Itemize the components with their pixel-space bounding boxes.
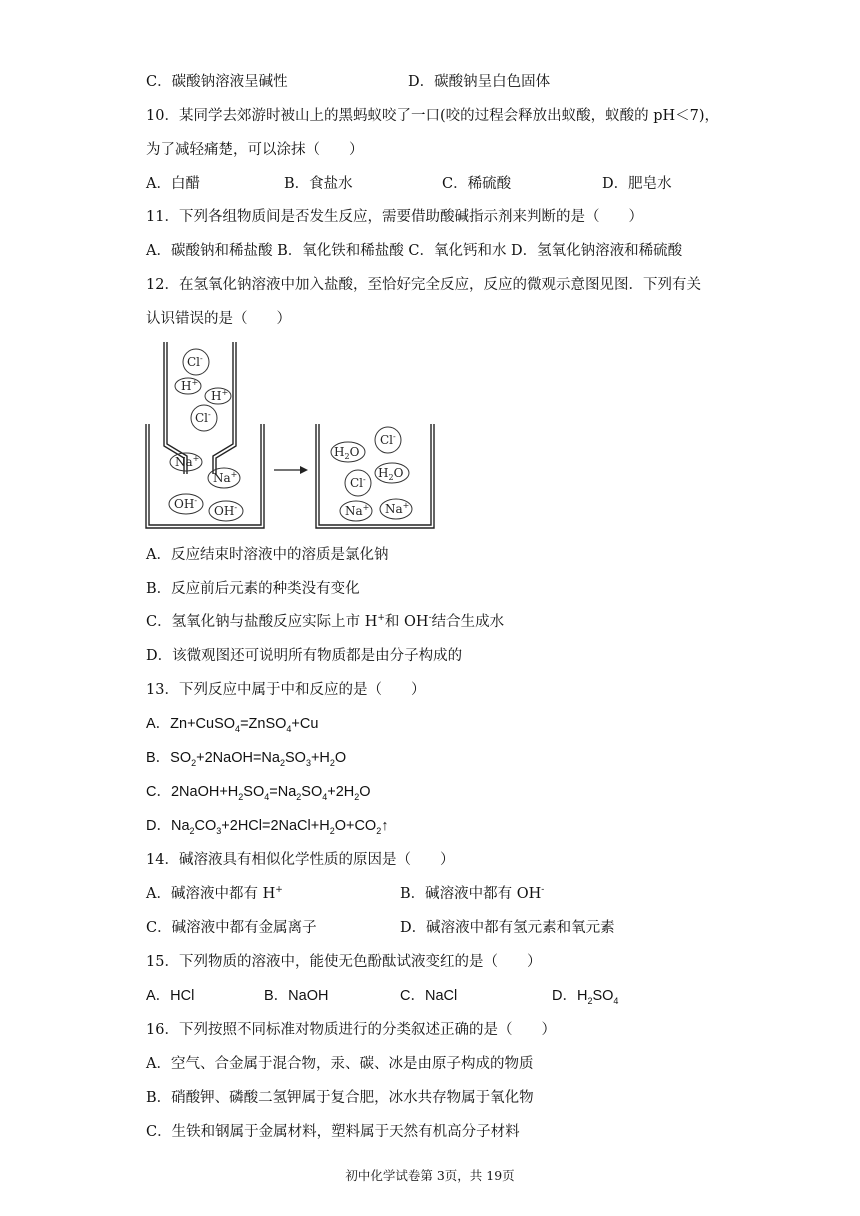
q10-stem-line1: 10．某同学去郊游时被山上的黑蚂蚁咬了一口(咬的过程会释放出蚁酸，蚁酸的 pH＜7)， bbox=[146, 108, 720, 124]
svg-text:Cl-: Cl- bbox=[380, 432, 396, 447]
q15-option-b: B．NaOH bbox=[264, 988, 329, 1004]
q12-option-d: D．该微观图还可说明所有物质都是由分子构成的 bbox=[146, 648, 463, 664]
q16-option-c: C．生铁和钢属于金属材料，塑料属于天然有机高分子材料 bbox=[146, 1124, 520, 1140]
svg-text:Cl-: Cl- bbox=[187, 354, 203, 369]
q14-option-a-text: A．碱溶液中都有 H bbox=[146, 886, 276, 902]
svg-text:H+: H+ bbox=[181, 378, 199, 393]
q11-options: A．碳酸钠和稀盐酸 B．氧化铁和稀盐酸 C．氧化钙和水 D．氢氧化钠溶液和稀硫酸 bbox=[146, 243, 683, 259]
q12-stem-line1: 12．在氢氧化钠溶液中加入盐酸，至恰好完全反应，反应的微观示意图见图．下列有关 bbox=[146, 277, 701, 293]
q14-option-a: A．碱溶液中都有 H+ bbox=[146, 885, 283, 902]
q13-option-b: B．$SO_2+2NaOH=Na_2SO_3+H_2O$ bbox=[146, 750, 347, 768]
svg-text:H2O: $H_2O$ bbox=[334, 445, 360, 461]
svg-text:OH-: OH- bbox=[174, 496, 198, 511]
q15-option-c: C．NaCl bbox=[400, 988, 458, 1004]
q10-option-c: C．稀硫酸 bbox=[442, 176, 512, 192]
q12-option-c-mid: 和 OH bbox=[384, 614, 429, 630]
q13-option-d: D．$Na_2CO_3+2HCl=2NaCl+H_2O+CO_2↑$ bbox=[146, 818, 389, 836]
q16-option-b: B．硝酸钾、磷酸二氢钾属于复合肥，冰水共存物属于氧化物 bbox=[146, 1090, 534, 1106]
q14-stem: 14．碱溶液具有相似化学性质的原因是（ ） bbox=[146, 852, 455, 868]
q13-stem: 13．下列反应中属于中和反应的是（ ） bbox=[146, 682, 426, 698]
q10-option-b: B．食盐水 bbox=[284, 176, 353, 192]
page-footer: 初中化学试卷第 3页，共 19页 bbox=[345, 1168, 515, 1183]
svg-text:Na+: Na+ bbox=[213, 470, 238, 485]
svg-text:Cl-: Cl- bbox=[195, 410, 211, 425]
q14-option-b: B．碱溶液中都有 OH- bbox=[400, 885, 545, 902]
q16-stem: 16．下列按照不同标准对物质进行的分类叙述正确的是（ ） bbox=[146, 1022, 556, 1038]
q12-option-c-pre: C．氢氧化钠与盐酸反应实际上市 H bbox=[146, 614, 378, 630]
q10-option-d: D．肥皂水 bbox=[602, 176, 672, 192]
svg-text:Cl-: Cl- bbox=[350, 475, 366, 490]
q14-option-b-text: B．碱溶液中都有 OH bbox=[400, 886, 542, 902]
q9-option-d: D．碳酸钠呈白色固体 bbox=[408, 74, 551, 90]
q11-stem: 11．下列各组物质间是否发生反应，需要借助酸碱指示剂来判断的是（ ） bbox=[146, 209, 643, 225]
svg-text:H+: H+ bbox=[211, 388, 229, 403]
q15-option-d: D．$H_2SO_4$ bbox=[552, 988, 619, 1006]
q12-stem-line2: 认识错误的是（ ） bbox=[146, 311, 291, 327]
svg-text:Na+: Na+ bbox=[385, 501, 410, 516]
q16-option-a: A．空气、合金属于混合物，汞、碳、冰是由原子构成的物质 bbox=[146, 1056, 534, 1072]
q15-stem: 15．下列物质的溶液中，能使无色酚酞试液变红的是（ ） bbox=[146, 954, 542, 970]
q10-option-a: A．白醋 bbox=[146, 176, 200, 192]
q15-option-a: A．HCl bbox=[146, 988, 195, 1004]
q12-option-b: B．反应前后元素的种类没有变化 bbox=[146, 581, 360, 597]
q13-option-c: C．$2NaOH+H_2SO_4=Na_2SO_4+2H_2O$ bbox=[146, 784, 371, 802]
q13-option-a: A．Zn+CuSO$_4$=ZnSO$_4$+Cu bbox=[146, 716, 319, 734]
svg-text:Na+: Na+ bbox=[345, 503, 370, 518]
q12-option-c: C．氢氧化钠与盐酸反应实际上市 H+和 OH-结合生成水 bbox=[146, 613, 505, 630]
q12-option-a: A．反应结束时溶液中的溶质是氯化钠 bbox=[146, 547, 389, 563]
svg-text:H2O: $H_2O$ bbox=[378, 466, 404, 482]
q12-option-c-post: 结合生成水 bbox=[431, 614, 505, 630]
svg-text:Na+: Na+ bbox=[175, 454, 200, 469]
q15-option-d-text: D．H bbox=[552, 988, 588, 1004]
q9-option-c: C．碳酸钠溶液呈碱性 bbox=[146, 74, 288, 90]
svg-text:OH-: OH- bbox=[214, 503, 238, 518]
q10-stem-line2: 为了减轻痛楚，可以涂抹（ ） bbox=[146, 142, 364, 158]
reaction-arrow bbox=[274, 466, 308, 474]
reaction-micro-diagram bbox=[140, 338, 440, 534]
q14-option-c: C．碱溶液中都有金属离子 bbox=[146, 920, 317, 936]
q14-option-d: D．碱溶液中都有氢元素和氧元素 bbox=[400, 920, 615, 936]
